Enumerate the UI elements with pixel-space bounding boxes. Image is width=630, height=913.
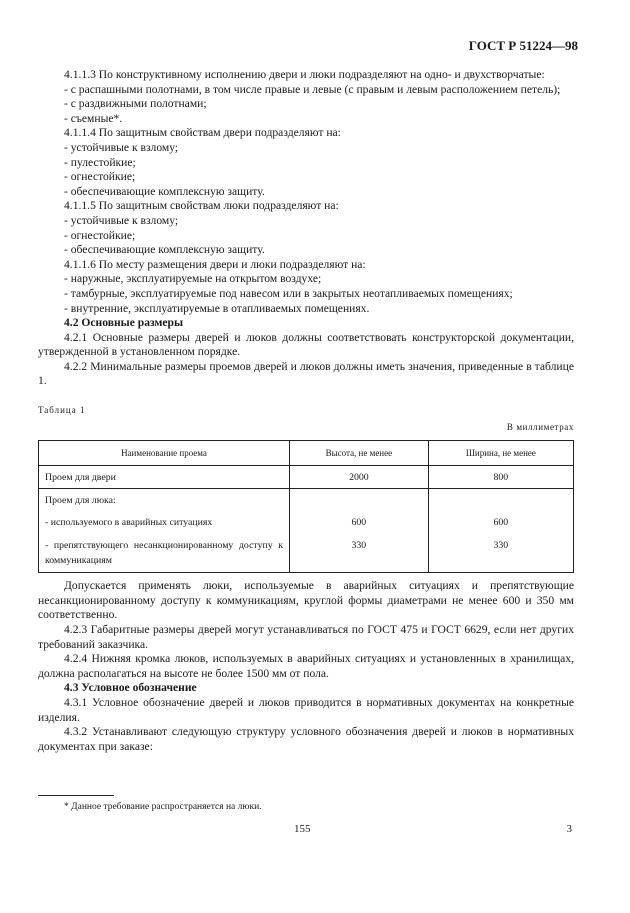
list-item: - тамбурные, эксплуатируемые под навесом или в закрытых неотапливаемых помещениях; bbox=[64, 286, 513, 300]
list-item: - внутренние, эксплуатируемые в отапливаемых помещениях. bbox=[64, 301, 370, 315]
list-item: - устойчивые к взлому; bbox=[64, 140, 179, 154]
paragraph-4-3-2: 4.3.2 Устанавливают следующую структуру условного обозначения дверей и люков в нормативных документах при заказе: bbox=[38, 725, 574, 753]
table-cell: Проем для люка: bbox=[39, 488, 290, 510]
list-item: - обеспечивающие комплексную защиту. bbox=[64, 184, 265, 198]
column-header-height: Высота, не менее bbox=[290, 441, 429, 466]
table-cell: 800 bbox=[428, 466, 573, 489]
table-cell: 600 bbox=[290, 510, 429, 533]
list-item: - съемные*. bbox=[64, 111, 123, 125]
table-cell: - используемого в аварийных ситуациях bbox=[39, 510, 290, 533]
table-header-row bbox=[39, 441, 574, 466]
table-caption: Таблица 1 bbox=[38, 405, 86, 416]
table-caption-row bbox=[38, 403, 574, 418]
paragraph-4-2-3: 4.2.3 Габаритные размеры дверей могут устанавливаться по ГОСТ 475 и ГОСТ 6629, если нет других требований заказчика. bbox=[38, 623, 574, 651]
paragraph-hatch-note: Допускается применять люки, используемые в аварийных ситуациях и препятствующие несанкционированному доступу к коммуникациям, круглой формы диаметрами не менее 600 и 350 мм соответственно. bbox=[38, 579, 574, 622]
paragraph-4-3-1: 4.3.1 Условное обозначение дверей и люков приводится в нормативных документах на конкретные изделия. bbox=[38, 695, 574, 724]
dimensions-table bbox=[38, 440, 574, 573]
page-number: 155 bbox=[294, 823, 311, 835]
list-item: - наружные, эксплуатируемые на открытом воздухе; bbox=[64, 272, 322, 286]
table-row bbox=[39, 466, 574, 489]
section-heading-4-3: 4.3 Условное обозначение bbox=[64, 681, 197, 695]
table-cell: Проем для двери bbox=[39, 466, 290, 489]
list-item: - с распашными полотнами, в том числе правые и левые (с правым и левым расположением петель); bbox=[64, 82, 561, 96]
paragraph-4-1-1-4: 4.1.1.4 По защитным свойствам двери подразделяют на: bbox=[64, 126, 341, 140]
sheet-number: 3 bbox=[566, 823, 572, 835]
list-item: - огнестойкие; bbox=[64, 228, 136, 242]
list-item: - с раздвижными полотнами; bbox=[64, 97, 207, 111]
column-header-width: Ширина, не менее bbox=[428, 441, 573, 466]
list-item: - устойчивые к взлому; bbox=[64, 213, 179, 227]
list-item: - пулестойкие; bbox=[64, 155, 136, 169]
table-cell bbox=[428, 488, 573, 510]
paragraph-4-1-1-5: 4.1.1.5 По защитным свойствам люки подразделяют на: bbox=[64, 199, 339, 213]
table-units: В миллиметрах bbox=[506, 421, 574, 432]
table-row bbox=[39, 533, 574, 573]
table-cell: 2000 bbox=[290, 466, 429, 489]
paragraph-4-2-1: 4.2.1 Основные размеры дверей и люков должны соответствовать конструкторской документации, утвержденной в установленном порядке. bbox=[38, 330, 574, 359]
standard-header: ГОСТ Р 51224—98 bbox=[468, 38, 578, 53]
table-cell: 330 bbox=[290, 533, 429, 573]
footnote-divider bbox=[38, 795, 114, 796]
document-body bbox=[38, 68, 574, 754]
table-cell bbox=[290, 488, 429, 510]
table-cell: 330 bbox=[428, 533, 573, 573]
paragraph-4-2-2: 4.2.2 Минимальные размеры проемов дверей и люков должны иметь значения, приведенные в таблице 1. bbox=[38, 359, 574, 388]
footnote: * Данное требование распространяется на люки. bbox=[64, 802, 262, 812]
section-heading-4-2: 4.2 Основные размеры bbox=[64, 316, 184, 330]
list-item: - огнестойкие; bbox=[64, 170, 136, 184]
column-header-name: Наименование проема bbox=[39, 441, 290, 466]
paragraph-4-1-1-6: 4.1.1.6 По месту размещения двери и люки подразделяют на: bbox=[64, 257, 366, 271]
list-item: - обеспечивающие комплексную защиту. bbox=[64, 243, 265, 257]
paragraph-4-2-4: 4.2.4 Нижняя кромка люков, используемых в аварийных ситуациях и установленных в хранилищах, должна располагаться на высоте не более 1500 мм от пола. bbox=[38, 652, 574, 680]
table-cell: 600 bbox=[428, 510, 573, 533]
table-row bbox=[39, 510, 574, 533]
table-cell: - препятствующего несанкционированному доступу к коммуникациям bbox=[39, 533, 290, 573]
paragraph-4-1-1-3: 4.1.1.3 По конструктивному исполнению двери и люки подразделяют на одно- и двухстворчатые: bbox=[64, 68, 545, 81]
table-row bbox=[39, 488, 574, 510]
